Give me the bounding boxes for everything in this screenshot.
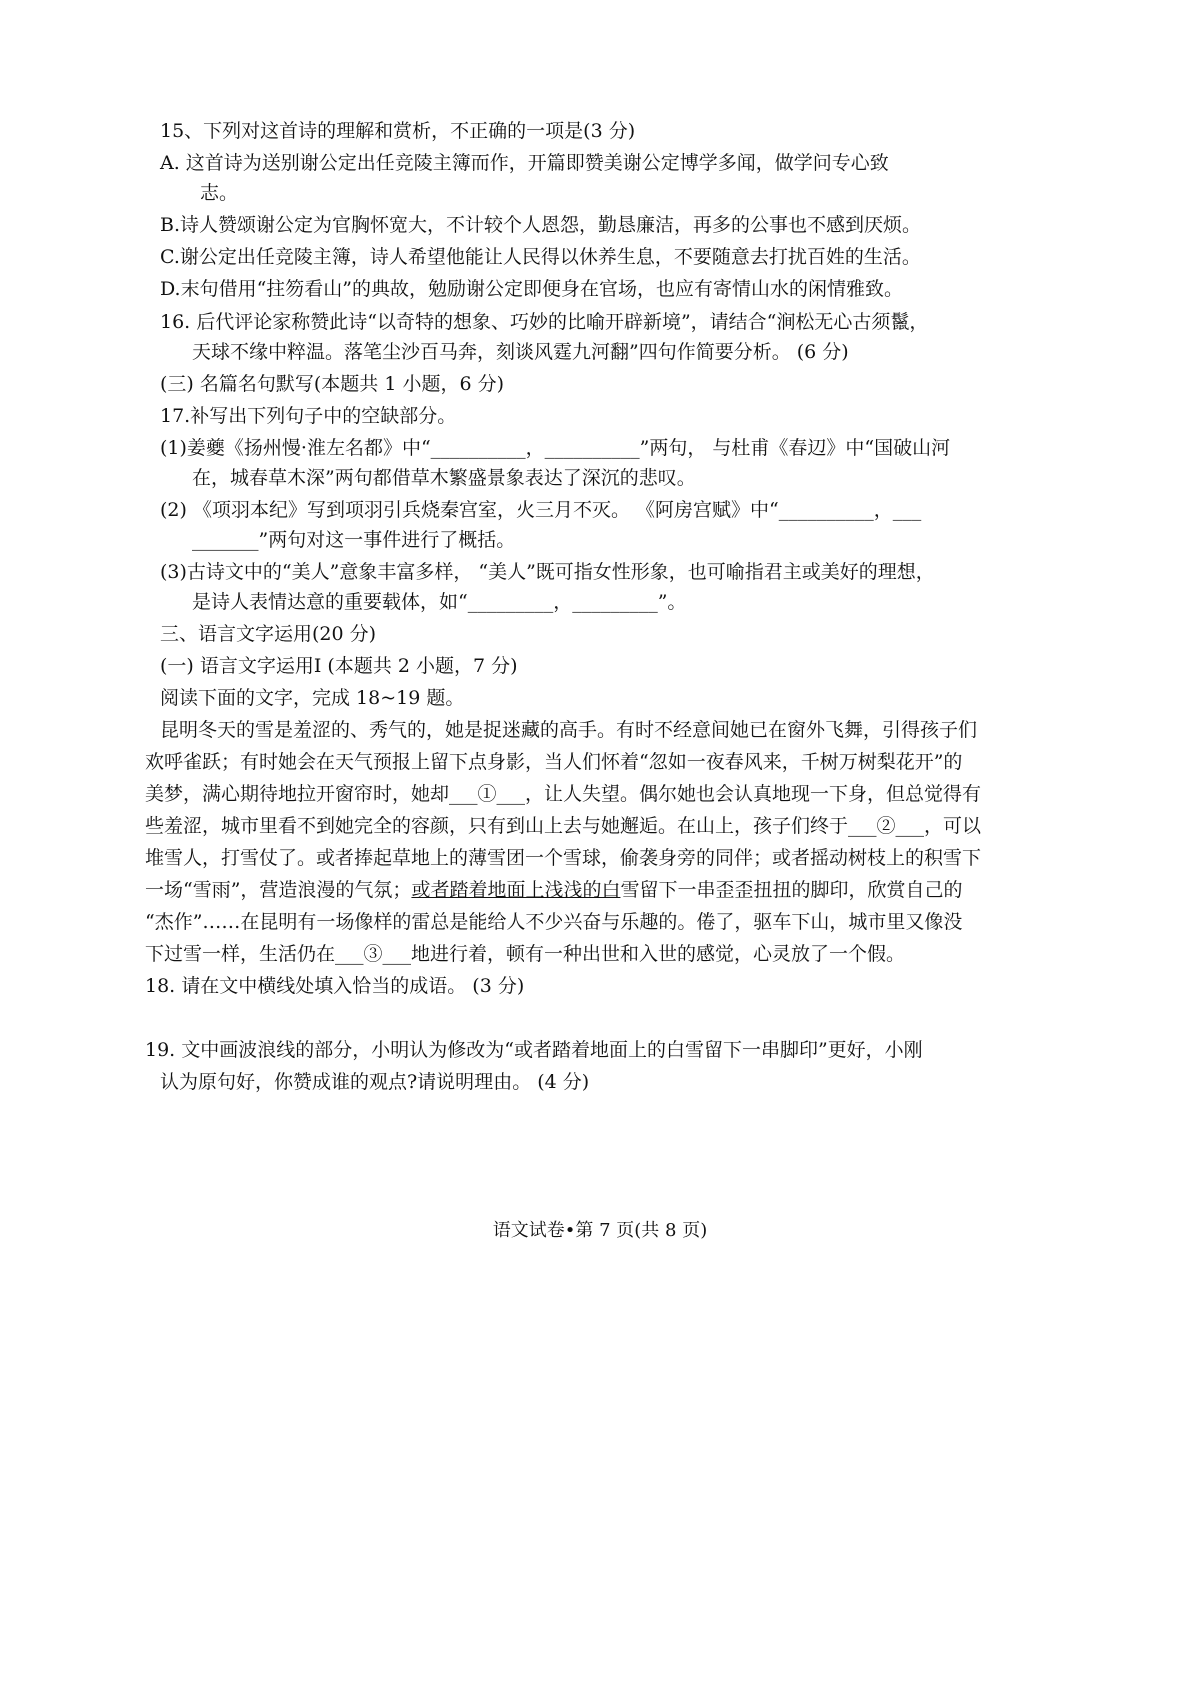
part3-sub1-title: (一) 语言文字运用Ⅰ (本题共 2 小题，7 分) (160, 655, 518, 677)
passage-text: 一场“雪雨”，营造浪漫的气氛； (145, 879, 412, 901)
q16-line1: 16. 后代评论家称赞此诗“以奇特的想象、巧妙的比喻开辟新境”，请结合“涧松无心古须鬣， (160, 311, 929, 333)
part3-title: 三、语言文字运用(20 分) (160, 623, 377, 645)
q15-option-c: C.谢公定出任竞陵主簿，诗人希望他能让人民得以休养生息，不要随意去打扰百姓的生活。 (160, 246, 921, 268)
q15-option-b: B.诗人赞颂谢公定为官胸怀宽大，不计较个人恩怨，勤恳廉洁，再多的公事也不感到厌烦。 (160, 214, 922, 236)
q17-item3-line2: 是诗人表情达意的重要载体，如“_________，_________”。 (192, 591, 687, 613)
passage-text: ，可以 (924, 815, 982, 837)
passage-text: 下过雪一样，生活仍在 (145, 943, 336, 965)
q15-option-a: A. 这首诗为送别谢公定出任竞陵主簿而作，开篇即赞美谢公定博学多闻，做学问专心致 (160, 152, 889, 174)
q15-stem: 15、下列对这首诗的理解和赏析，不正确的一项是(3 分) (160, 120, 636, 142)
passage-line-5: 堆雪人，打雪仗了。或者捧起草地上的薄雪团一个雪球，偷袭身旁的同伴；或者摇动树枝上的积雪下 (145, 847, 982, 869)
wavy-underlined-phrase: 或者踏着地面上浅浅的白 (411, 879, 621, 901)
blank-1: ___①___ (449, 783, 526, 805)
passage-line-4 (145, 813, 981, 839)
passage-text: 雪留下一串歪歪扭扭的脚印，欣赏自己的 (620, 879, 963, 901)
passage-text: 些羞涩，城市里看不到她完全的容颜，只有到山上去与她邂逅。在山上，孩子们终于 (145, 815, 849, 837)
q17-item2-line2: _______”两句对这一事件进行了概括。 (192, 529, 516, 551)
reading-intro: 阅读下面的文字，完成 18~19 题。 (160, 687, 465, 709)
q19-line1: 19. 文中画波浪线的部分，小明认为修改为“或者踏着地面上的白雪留下一串脚印”更好，小刚 (145, 1039, 923, 1061)
q15-option-d: D.末句借用“拄笏看山”的典故，勉励谢公定即便身在官场，也应有寄情山水的闲情雅致。 (160, 278, 904, 300)
passage-text: 地进行着，顿有一种出世和入世的感觉，心灵放了一个假。 (411, 943, 906, 965)
q18: 18. 请在文中横线处填入恰当的成语。 (3 分) (145, 975, 525, 997)
page-footer: 语文试卷•第 7 页(共 8 页) (492, 1220, 708, 1241)
q15-option-a-cont: 志。 (200, 182, 239, 204)
q17-stem: 17.补写出下列句子中的空缺部分。 (160, 405, 457, 427)
passage-line-8 (145, 941, 905, 967)
section-recitation-title: (三) 名篇名句默写(本题共 1 小题，6 分) (160, 373, 504, 395)
q17-item1-line1: (1)姜夔《扬州慢·淮左名都》中“__________，__________”两句， 与杜甫《春辺》中“国破山河 (160, 437, 951, 459)
blank-3: ___③___ (335, 943, 412, 965)
passage-line-3 (145, 781, 981, 807)
blank-2: ___②___ (848, 815, 925, 837)
passage-text: 美梦，满心期待地拉开窗帘时，她却 (145, 783, 450, 805)
passage-text: ，让人失望。偶尔她也会认真地现一下身，但总觉得有 (525, 783, 982, 805)
q17-item2-line1: (2) 《项羽本纪》写到项羽引兵烧秦宫室，火三月不灭。 《阿房宫赋》中“__________，___ (160, 499, 922, 521)
q19-line2: 认为原句好，你赞成谁的观点?请说明理由。 (4 分) (160, 1071, 590, 1093)
passage-line-2: 欢呼雀跃；有时她会在天气预报上留下点身影，当人们怀着“忽如一夜春风来，千树万树梨花开”的 (145, 751, 963, 773)
passage-line-1: 昆明冬天的雪是羞涩的、秀气的，她是捉迷藏的高手。有时不经意间她已在窗外飞舞，引得孩子们 (160, 719, 978, 741)
passage-line-7: “杰作”……在昆明有一场像样的雷总是能给人不少兴奋与乐趣的。倦了，驱车下山，城市里又像没 (145, 911, 963, 933)
q17-item3-line1: (3)古诗文中的“美人”意象丰富多样， “美人”既可指女性形象，也可喻指君主或美好的理想， (160, 561, 935, 583)
q16-line2: 天球不缘中粹温。落笔尘沙百马奔，刻谈风霆九河翻”四句作简要分析。 (6 分) (192, 341, 849, 363)
q17-item1-line2: 在，城春草木深”两句都借草木繁盛景象表达了深沉的悲叹。 (192, 467, 696, 489)
passage-line-6 (145, 877, 962, 903)
